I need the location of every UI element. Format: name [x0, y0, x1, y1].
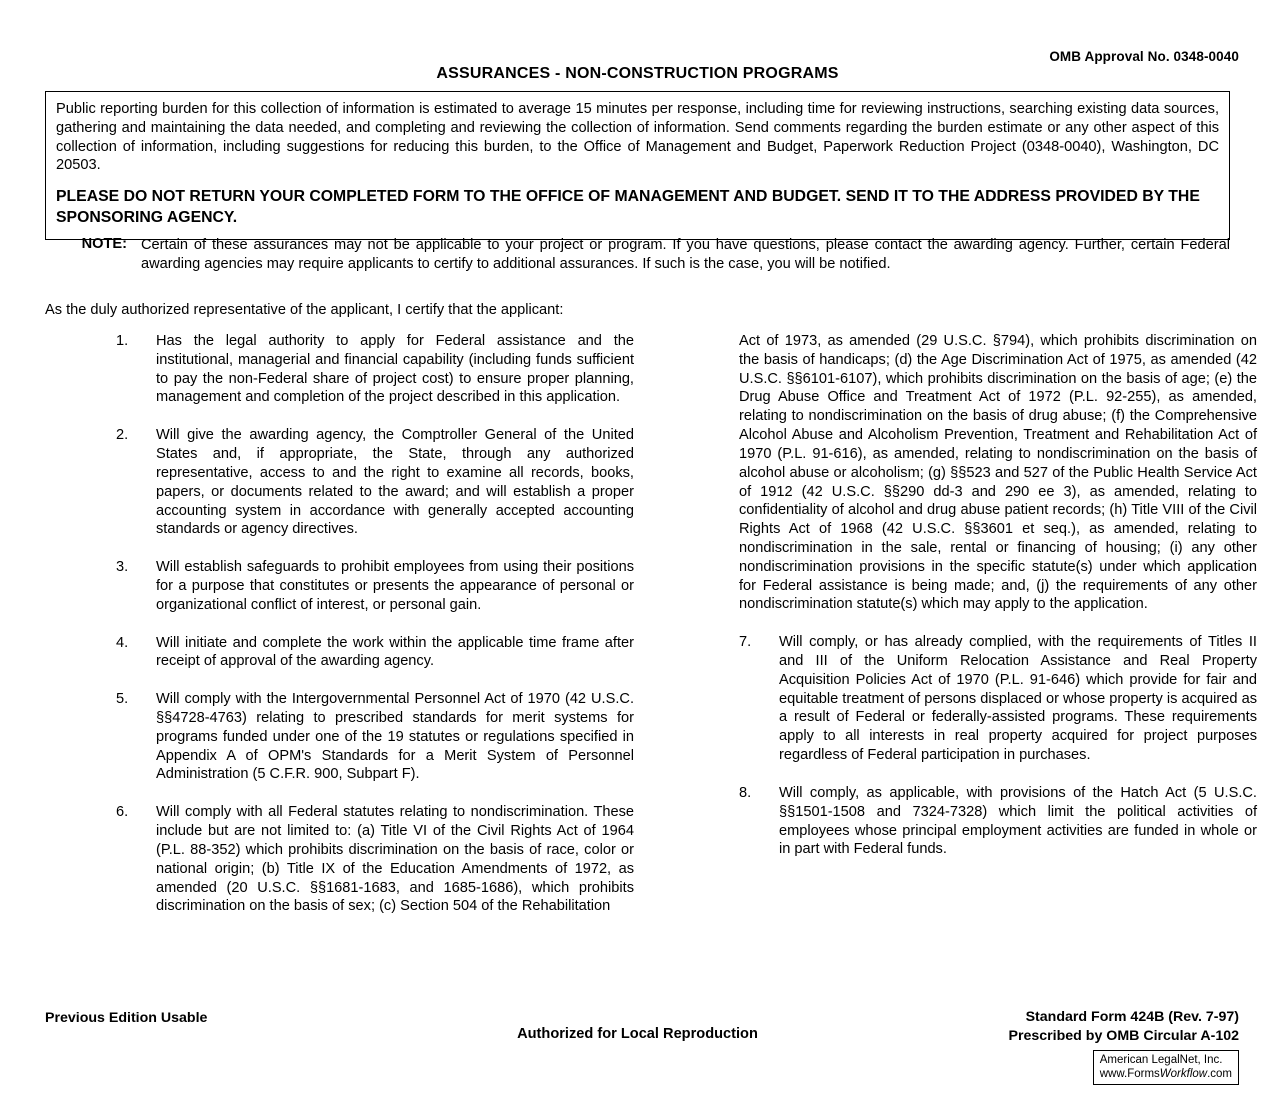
- assurance-text: Will give the awarding agency, the Comptroller General of the United States and, if appropriate, the State, through any authorized representative, access to and the right to examine all records, books, papers, or documents related to the award; and will establish a proper accounting system in accordance with generally accepted accounting standards or agency directives.: [156, 427, 634, 538]
- assurance-number: 3.: [116, 559, 129, 576]
- assurances-right-column: [739, 332, 1257, 878]
- assurance-text: Will comply with all Federal statutes relating to nondiscrimination. These include but are not limited to: (a) Title VI of the Civil Rights Act of 1964 (P.L. 88-352) which prohibits discrimination on the basis of race, color or national origin; (b) Title IX of the Education Amendments of 1972, as amended (20 U.S.C. §§1681-1683, and 1685-1686), which prohibits discrimination on the basis of sex; (c) Section 504 of the Rehabilitation: [156, 804, 634, 915]
- note-text: Certain of these assurances may not be applicable to your project or program. If you have questions, please contact the awarding agency. Further, certain Federal awarding agencies may require applicants to certify to additional assurances. If such is the case, you will be notified.: [141, 237, 1230, 272]
- assurance-text: Will comply with the Intergovernmental Personnel Act of 1970 (42 U.S.C. §§4728-4763) relating to prescribed standards for merit systems for programs funded under one of the 19 statutes or regulations specified in Appendix A of OPM's Standards for a Merit System of Personnel Administration (5 C.F.R. 900, Subpart F).: [156, 691, 634, 783]
- omb-approval-number: OMB Approval No. 0348-0040: [1049, 49, 1239, 64]
- assurance-item: [116, 634, 634, 672]
- burden-warning: PLEASE DO NOT RETURN YOUR COMPLETED FORM TO THE OFFICE OF MANAGEMENT AND BUDGET. SEND IT TO THE ADDRESS PROVIDED BY THE SPONSORING AGENCY.: [56, 188, 1200, 227]
- assurance-text: Will initiate and complete the work within the applicable time frame after receipt of approval of the awarding agency.: [156, 634, 634, 670]
- vendor-website: [1100, 1067, 1232, 1081]
- assurance-item: [116, 803, 634, 916]
- assurance-number: 5.: [116, 691, 129, 708]
- assurances-columns: [45, 332, 1257, 987]
- assurance-number: 4.: [116, 634, 129, 651]
- assurance-text: Has the legal authority to apply for Federal assistance and the institutional, managerial and financial capability (including funds sufficient to pay the non-Federal share of project cost) to ensure proper planning, management and completion of the project described in this application.: [156, 333, 634, 406]
- assurance-number: 2.: [116, 427, 129, 444]
- footer-previous-edition: Previous Edition Usable: [45, 1010, 208, 1026]
- assurance-text: Will comply, as applicable, with provisions of the Hatch Act (5 U.S.C. §§1501-1508 and 7324-7328) which limit the political activities of employees whose principal employment activities are funded in whole or in part with Federal funds.: [779, 784, 1257, 858]
- assurance-text: Will comply, or has already complied, with the requirements of Titles II and III of the Uniform Relocation Assistance and Real Property Acquisition Policies Act of 1970 (P.L. 91-646) which provide for fair and equitable treatment of persons displaced or whose property is acquired as a result of Federal or federally-assisted programs. These requirements apply to all interests in real property acquired for project purposes regardless of Federal participation in purchases.: [779, 634, 1257, 764]
- assurance-item-6-continuation: Act of 1973, as amended (29 U.S.C. §794), which prohibits discrimination on the basis of handicaps; (d) the Age Discrimination Act of 1975, as amended (42 U.S.C. §§6101-6107), which prohibits discrimination on the basis of age; (e) the Drug Abuse Office and Treatment Act of 1972 (P.L. 92-255), as amended, relating to nondiscrimination on the basis of drug abuse; (f) the Comprehensive Alcohol Abuse and Alcoholism Prevention, Treatment and Rehabilitation Act of 1970 (P.L. 91-616), as amended, relating to nondiscrimination on the basis of alcohol abuse or alcoholism; (g) §§523 and 527 of the Public Health Service Act of 1912 (42 U.S.C. §§290 dd-3 and 290 ee 3), as amended, relating to confidentiality of alcohol and drug abuse patient records; (h) Title VIII of the Civil Rights Act of 1968 (42 U.S.C. §§3601 et seq.), as amended, relating to nondiscrimination in the sale, rental or financing of housing; (i) any other nondiscrimination provisions in the specific statute(s) under which application for Federal assistance is being made; and, (j) the requirements of any other nondiscrimination statute(s) which may apply to the application.: [739, 333, 1257, 613]
- assurance-number: 7.: [739, 634, 752, 651]
- assurance-item: [739, 633, 1257, 765]
- public-reporting-burden-box: [45, 91, 1230, 240]
- assurance-item: [116, 332, 634, 407]
- footer-form-info: [1009, 1008, 1240, 1045]
- footer-authorized-reproduction: Authorized for Local Reproduction: [517, 1026, 758, 1042]
- burden-paragraph: Public reporting burden for this collection of information is estimated to average 15 minutes per response, including time for reviewing instructions, searching existing data sources, gathering and maintaining the data needed, and completing and reviewing the collection of information. Send comments regarding the burden estimate or any other aspect of this collection of information, including suggestions for reducing this burden, to the Office of Management and Budget, Paperwork Reduction Project (0348-0040), Washington, DC 20503.: [56, 101, 1219, 174]
- vendor-website-italic: Workflow: [1159, 1068, 1208, 1081]
- vendor-name: American LegalNet, Inc.: [1099, 1054, 1223, 1066]
- certification-intro: As the duly authorized representative of the applicant, I certify that the applicant:: [45, 302, 564, 318]
- assurance-item: [739, 784, 1257, 859]
- page-title: ASSURANCES - NON-CONSTRUCTION PROGRAMS: [436, 65, 839, 82]
- note-block: [45, 236, 1230, 274]
- vendor-stamp: [1093, 1050, 1239, 1085]
- assurance-item: [116, 690, 634, 784]
- assurance-text: Will establish safeguards to prohibit employees from using their positions for a purpose that constitutes or presents the appearance of personal or organizational conflict of interest, or personal gain.: [156, 559, 634, 613]
- vendor-website-prefix: www.Forms: [1099, 1068, 1160, 1081]
- assurance-number: 8.: [739, 784, 752, 801]
- assurance-item: [116, 426, 634, 539]
- vendor-website-suffix: .com: [1207, 1068, 1232, 1081]
- assurances-left-column: [116, 332, 634, 935]
- footer-prescribed-by: Prescribed by OMB Circular A-102: [1008, 1027, 1239, 1044]
- assurance-item: [116, 558, 634, 614]
- assurance-number: 1.: [116, 333, 129, 349]
- footer-form-number: Standard Form 424B (Rev. 7-97): [1025, 1009, 1239, 1025]
- note-label: NOTE:: [81, 236, 127, 252]
- assurance-number: 6.: [116, 804, 129, 821]
